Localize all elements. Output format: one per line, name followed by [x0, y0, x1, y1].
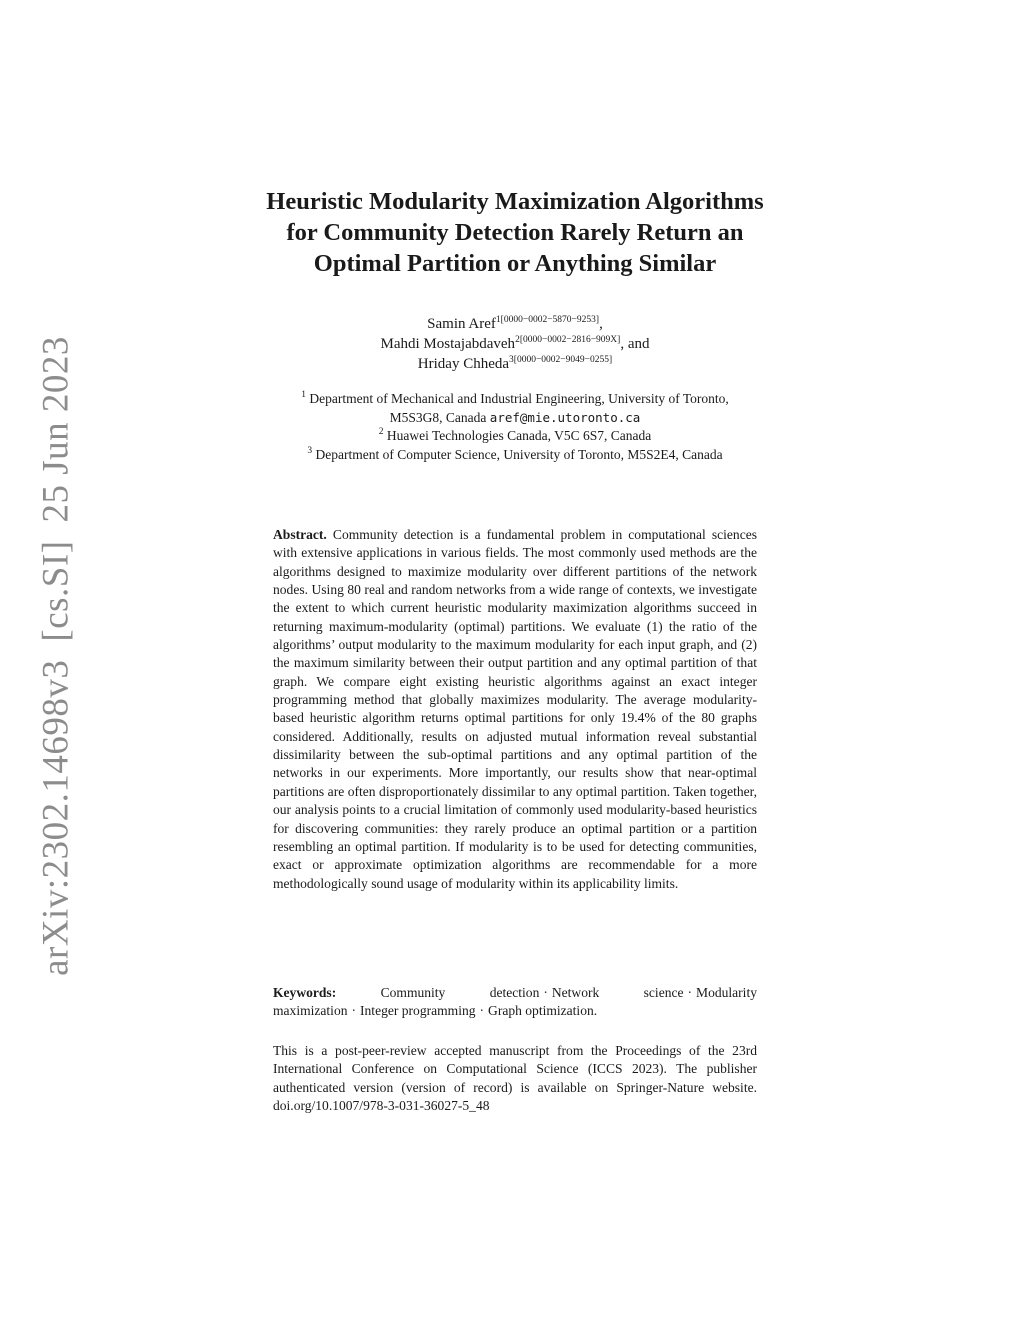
publication-note	[273, 1042, 757, 1115]
keywords-label: Keywords:	[273, 985, 337, 1000]
keyword-1: Community detection	[380, 985, 540, 1000]
title-line-1: Heuristic Modularity Maximization Algorithms	[266, 188, 764, 215]
publication-note-text: This is a post-peer-review accepted manuscript from the Proceedings of the 23rd International Conference on Computational Science (ICCS 2023). The publisher authenticated version (version of record) is available on Springer-Nature website. doi.org/10.1007/978-3-031-36027-5_48	[273, 1043, 757, 1114]
title-line-3: Optimal Partition or Anything Similar	[313, 250, 717, 277]
affiliation-3: $^3$ Department of Computer Science, University of Toronto, M5S2E4, Canada	[307, 445, 723, 462]
affiliations	[230, 390, 800, 464]
abstract	[273, 526, 757, 893]
arxiv-id[interactable]: arXiv:2302.14698v3	[35, 659, 77, 976]
author-3: Hriday Chheda$^{3[0000-0002-9049-0255]}$	[417, 355, 613, 372]
affiliation-2: $^2$ Huawei Technologies Canada, V5C 6S7, Canada	[378, 427, 652, 443]
affiliation-1-line-2: M5S3G8, Canada aref@mie.utoronto.ca	[389, 409, 641, 425]
keywords: Keywords: Community detection · Network science · Modularity maximization · Integer programming · Graph optimization.	[273, 985, 757, 1019]
author-list	[290, 314, 740, 374]
keyword-5: Graph optimization.	[488, 1003, 598, 1019]
arxiv-identifier-stamp	[35, 336, 78, 976]
affiliation-1-line-1: $^1$ Department of Mechanical and Industrial Engineering, University of Toronto,	[301, 390, 729, 406]
keyword-2: Network science	[551, 985, 684, 1000]
paper-title	[230, 186, 800, 279]
orcid-3[interactable]: [0000−0002−9049−0255]	[513, 355, 613, 365]
author-2: Mahdi Mostajabdaveh$^{2[0000-0002-2816-909X]}$, and	[380, 335, 650, 352]
abstract-text: Community detection is a fundamental problem in computational sciences with extensive applications in various fields. The most commonly used methods are the algorithms designed to maximize modularity over different partitions of the network nodes. Using 80 real and random networks from a wide range of contexts, we investigate the extent to which current heuristic modularity maximization algorithms succeed in returning maximum-modularity (optimal) partitions. We evaluate (1) the ratio of the algorithms’ output modularity to the maximum modularity for each input graph, and (2) the maximum similarity between their output partition and any optimal partition of that graph. We compare eight existing heuristic algorithms against an exact integer programming method that globally maximizes modularity. The average modularity-based heuristic algorithm returns optimal partitions for only 19.4% of the 80 graphs considered. Additionally, results on adjusted mutual information reveal substantial dissimilarity between the sub-optimal partitions and any optimal partition of the networks in our experiments. More importantly, our results show that near-optimal partitions are often disproportionately dissimilar to any optimal partition. Taken together, our analysis points to a crucial limitation of commonly used modularity-based heuristics for discovering communities: they rarely produce an optimal partition or a partition resembling an optimal partition. If modularity is to be used for detecting communities, exact or approximate optimization algorithms are recommendable for a more methodologically sound usage of modularity within its applicability limits.	[273, 527, 758, 891]
keyword-4: Integer programming	[360, 1003, 476, 1019]
title-line-2: for Community Detection Rarely Return an	[286, 219, 744, 246]
orcid-2[interactable]: [0000−0002−2816−909X]	[519, 335, 621, 345]
abstract-label: Abstract.	[273, 527, 327, 542]
arxiv-category: [cs.SI]	[35, 540, 77, 642]
keyword-3: Modularity maximization	[273, 985, 757, 1019]
orcid-1[interactable]: [0000−0002−5870−9253]	[500, 315, 600, 325]
arxiv-date: 25 Jun 2023	[35, 336, 77, 523]
author-email-link[interactable]: aref@mie.utoronto.ca	[489, 409, 641, 425]
author-1: Samin Aref$^{1[0000-0002-5870-9253]}$,	[427, 315, 603, 332]
